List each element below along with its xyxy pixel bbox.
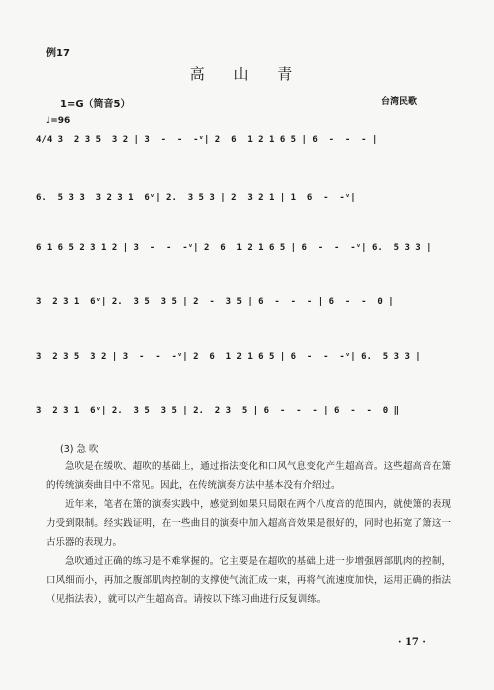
paragraph: 近年来，笔者在箫的演奏实践中，感觉到如果只局限在两个八度音的范围内，就使箫的表现力受到限制。经实践证明，在一些曲目的演奏中加入超高音效果是很好的，同时也拓宽了箫这一古乐器的表现力。 (46, 499, 451, 548)
paragraph: 急吹通过正确的练习是不难掌握的。它主要是在超吹的基础上进一步增强唇部肌肉的控制，口风细而小，再加之腹部肌肉控制的支撑使气流汇成一束，再将气流速度加快，运用正确的指法（见指法表），就可以产生超高音。请按以下练习曲进行反复训练。 (46, 556, 451, 605)
tempo-marking: ♩=96 (46, 116, 71, 126)
score-line (36, 193, 446, 215)
score-notes: 3 2 3 1 6ᵛ| 2. 3 5 3 5 | 2. 2 3 5 | 6 - - - | 6 - - 0 ‖ (36, 406, 400, 416)
score-notes: 6 1 6 5 2 3 1 2 | 3 - - -ᵛ| 2 6 1 2 1 6 5 | 6 - - -ᵛ| 6. 5 3 3 | (36, 243, 432, 253)
key-signature: 1=G（筒音5） (60, 99, 131, 110)
score-notes: 4/4 3 2 3 5 3 2 | 3 - - -ᵛ| 2 6 1 2 1 6 5 | 6 - - - | (36, 135, 378, 145)
section-heading: (3) 急 吹 (60, 444, 99, 455)
score-line (36, 243, 446, 265)
score-line (36, 406, 446, 428)
page-number: · 17 · (398, 637, 426, 648)
example-label: 例17 (46, 48, 70, 59)
score-line (36, 352, 446, 374)
song-origin: 台湾民歌 (381, 97, 418, 107)
score-notes: 6. 5 3 3 3 2 3 1 6ᵛ| 2. 3 5 3 | 2 3 2 1 | 1 6 - -ᵛ| (36, 193, 356, 203)
score-line (36, 297, 446, 319)
score-line (36, 135, 446, 157)
score-notes: 3 2 3 5 3 2 | 3 - - -ᵛ| 2 6 1 2 1 6 5 | 6 - - -ᵛ| 6. 5 3 3 | (36, 352, 421, 362)
paragraph: 急吹是在缓吹、超吹的基础上，通过指法变化和口风气息变化产生超高音。这些超高音在箫的传统演奏曲目中不常见。因此，在传统演奏方法中基本没有介绍过。 (46, 461, 451, 491)
score-notes: 3 2 3 1 6ᵛ| 2. 3 5 3 5 | 2 - 3 5 | 6 - - - | 6 - - 0 | (36, 297, 394, 307)
song-title: 高 山 青 (189, 65, 305, 83)
